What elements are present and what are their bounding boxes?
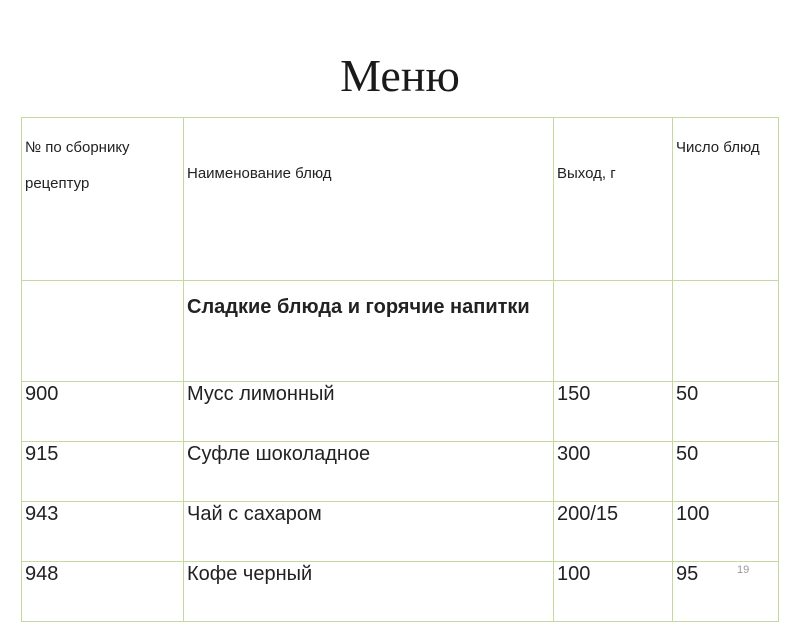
slide-number: 19 (737, 564, 750, 576)
output-cell: 100 (554, 562, 673, 622)
output-cell: 200/15 (554, 502, 673, 562)
header-recipe-number: № по сборнику рецептур (22, 118, 184, 281)
output-cell: 150 (554, 382, 673, 442)
dish-name-cell: Чай с сахаром (184, 502, 554, 562)
category-label: Сладкие блюда и горячие напитки (184, 281, 554, 382)
count-cell: 50 (673, 442, 779, 502)
recipe-number-cell: 948 (22, 562, 184, 622)
header-output: Выход, г (554, 118, 673, 281)
recipe-number-cell: 915 (22, 442, 184, 502)
dish-name-cell: Суфле шоколадное (184, 442, 554, 502)
table-row (22, 502, 779, 562)
table-row (22, 562, 779, 622)
category-row (22, 281, 779, 382)
category-empty-cell (22, 281, 184, 382)
table-row (22, 382, 779, 442)
category-empty-cell (554, 281, 673, 382)
dish-name-cell: Мусс лимонный (184, 382, 554, 442)
count-cell: 95 (673, 562, 779, 622)
dish-name-cell: Кофе черный (184, 562, 554, 622)
table-header-row (22, 118, 779, 281)
header-dish-name: Наименование блюд (184, 118, 554, 281)
category-empty-cell (673, 281, 779, 382)
header-count: Число блюд (673, 118, 779, 281)
count-cell: 100 (673, 502, 779, 562)
output-cell: 300 (554, 442, 673, 502)
menu-table (21, 117, 779, 622)
page-title: Меню (340, 50, 460, 101)
recipe-number-cell: 943 (22, 502, 184, 562)
recipe-number-cell: 900 (22, 382, 184, 442)
count-cell: 50 (673, 382, 779, 442)
table-row (22, 442, 779, 502)
